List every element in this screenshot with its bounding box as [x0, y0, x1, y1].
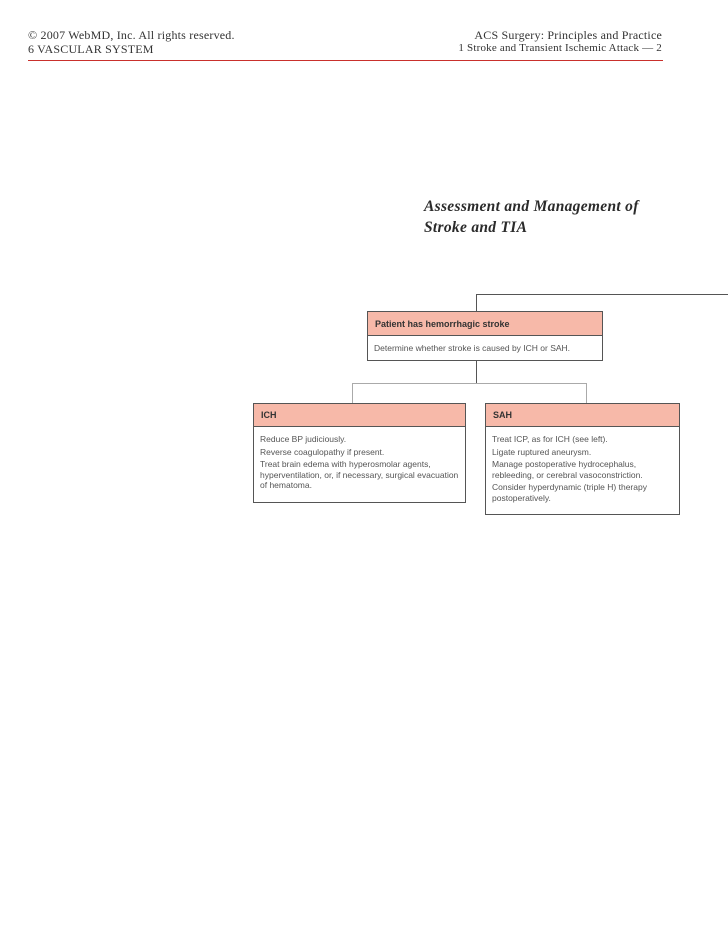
hemorrhagic-stroke-line: Determine whether stroke is caused by ICH or SAH.	[374, 343, 571, 353]
hemorrhagic-stroke-box	[367, 311, 603, 361]
sah-box	[485, 403, 680, 515]
ich-line: Reverse coagulopathy if present.	[260, 446, 385, 457]
ich-heading: ICH	[254, 404, 465, 427]
sah-heading: SAH	[486, 404, 679, 427]
sah-line: Manage postoperative hydrocephalus, rebleeding, or cerebral vasoconstriction.	[492, 459, 643, 480]
algorithm-title-line-2: Stroke and TIA	[424, 219, 528, 236]
ich-box	[253, 403, 466, 503]
hemorrhagic-stroke-heading: Patient has hemorrhagic stroke	[368, 312, 602, 336]
ich-line: Reduce BP judiciously.	[260, 434, 347, 444]
algorithm-title-line-1: Assessment and Management of	[424, 198, 639, 215]
book-title: ACS Surgery: Principles and Practice	[474, 28, 662, 42]
ich-line: Treat brain edema with hyperosmolar agents, hyperventilation, or, if necessary, surgical evacuation of hematoma.	[260, 459, 459, 490]
sah-line: Ligate ruptured aneurysm.	[492, 446, 592, 457]
connector-branch-horizontal	[352, 383, 587, 384]
sah-line: Treat ICP, as for ICH (see left).	[492, 434, 608, 444]
connector-top-horizontal	[476, 294, 728, 295]
chapter-heading: 1 Stroke and Transient Ischemic Attack — 2	[458, 42, 662, 54]
connector-branch-right	[586, 383, 587, 403]
copyright-notice: © 2007 WebMD, Inc. All rights reserved.	[28, 28, 235, 42]
sah-body	[486, 427, 679, 509]
connector-branch-left	[352, 383, 353, 403]
hemorrhagic-stroke-body	[368, 336, 602, 360]
sah-line: Consider hyperdynamic (triple H) therapy postoperatively.	[492, 482, 647, 503]
connector-top-vertical	[476, 294, 477, 311]
ich-body	[254, 427, 465, 497]
connector-mid-vertical	[476, 361, 477, 383]
section-heading: 6 VASCULAR SYSTEM	[28, 42, 154, 56]
header-divider	[28, 60, 663, 61]
algorithm-title	[424, 196, 714, 238]
